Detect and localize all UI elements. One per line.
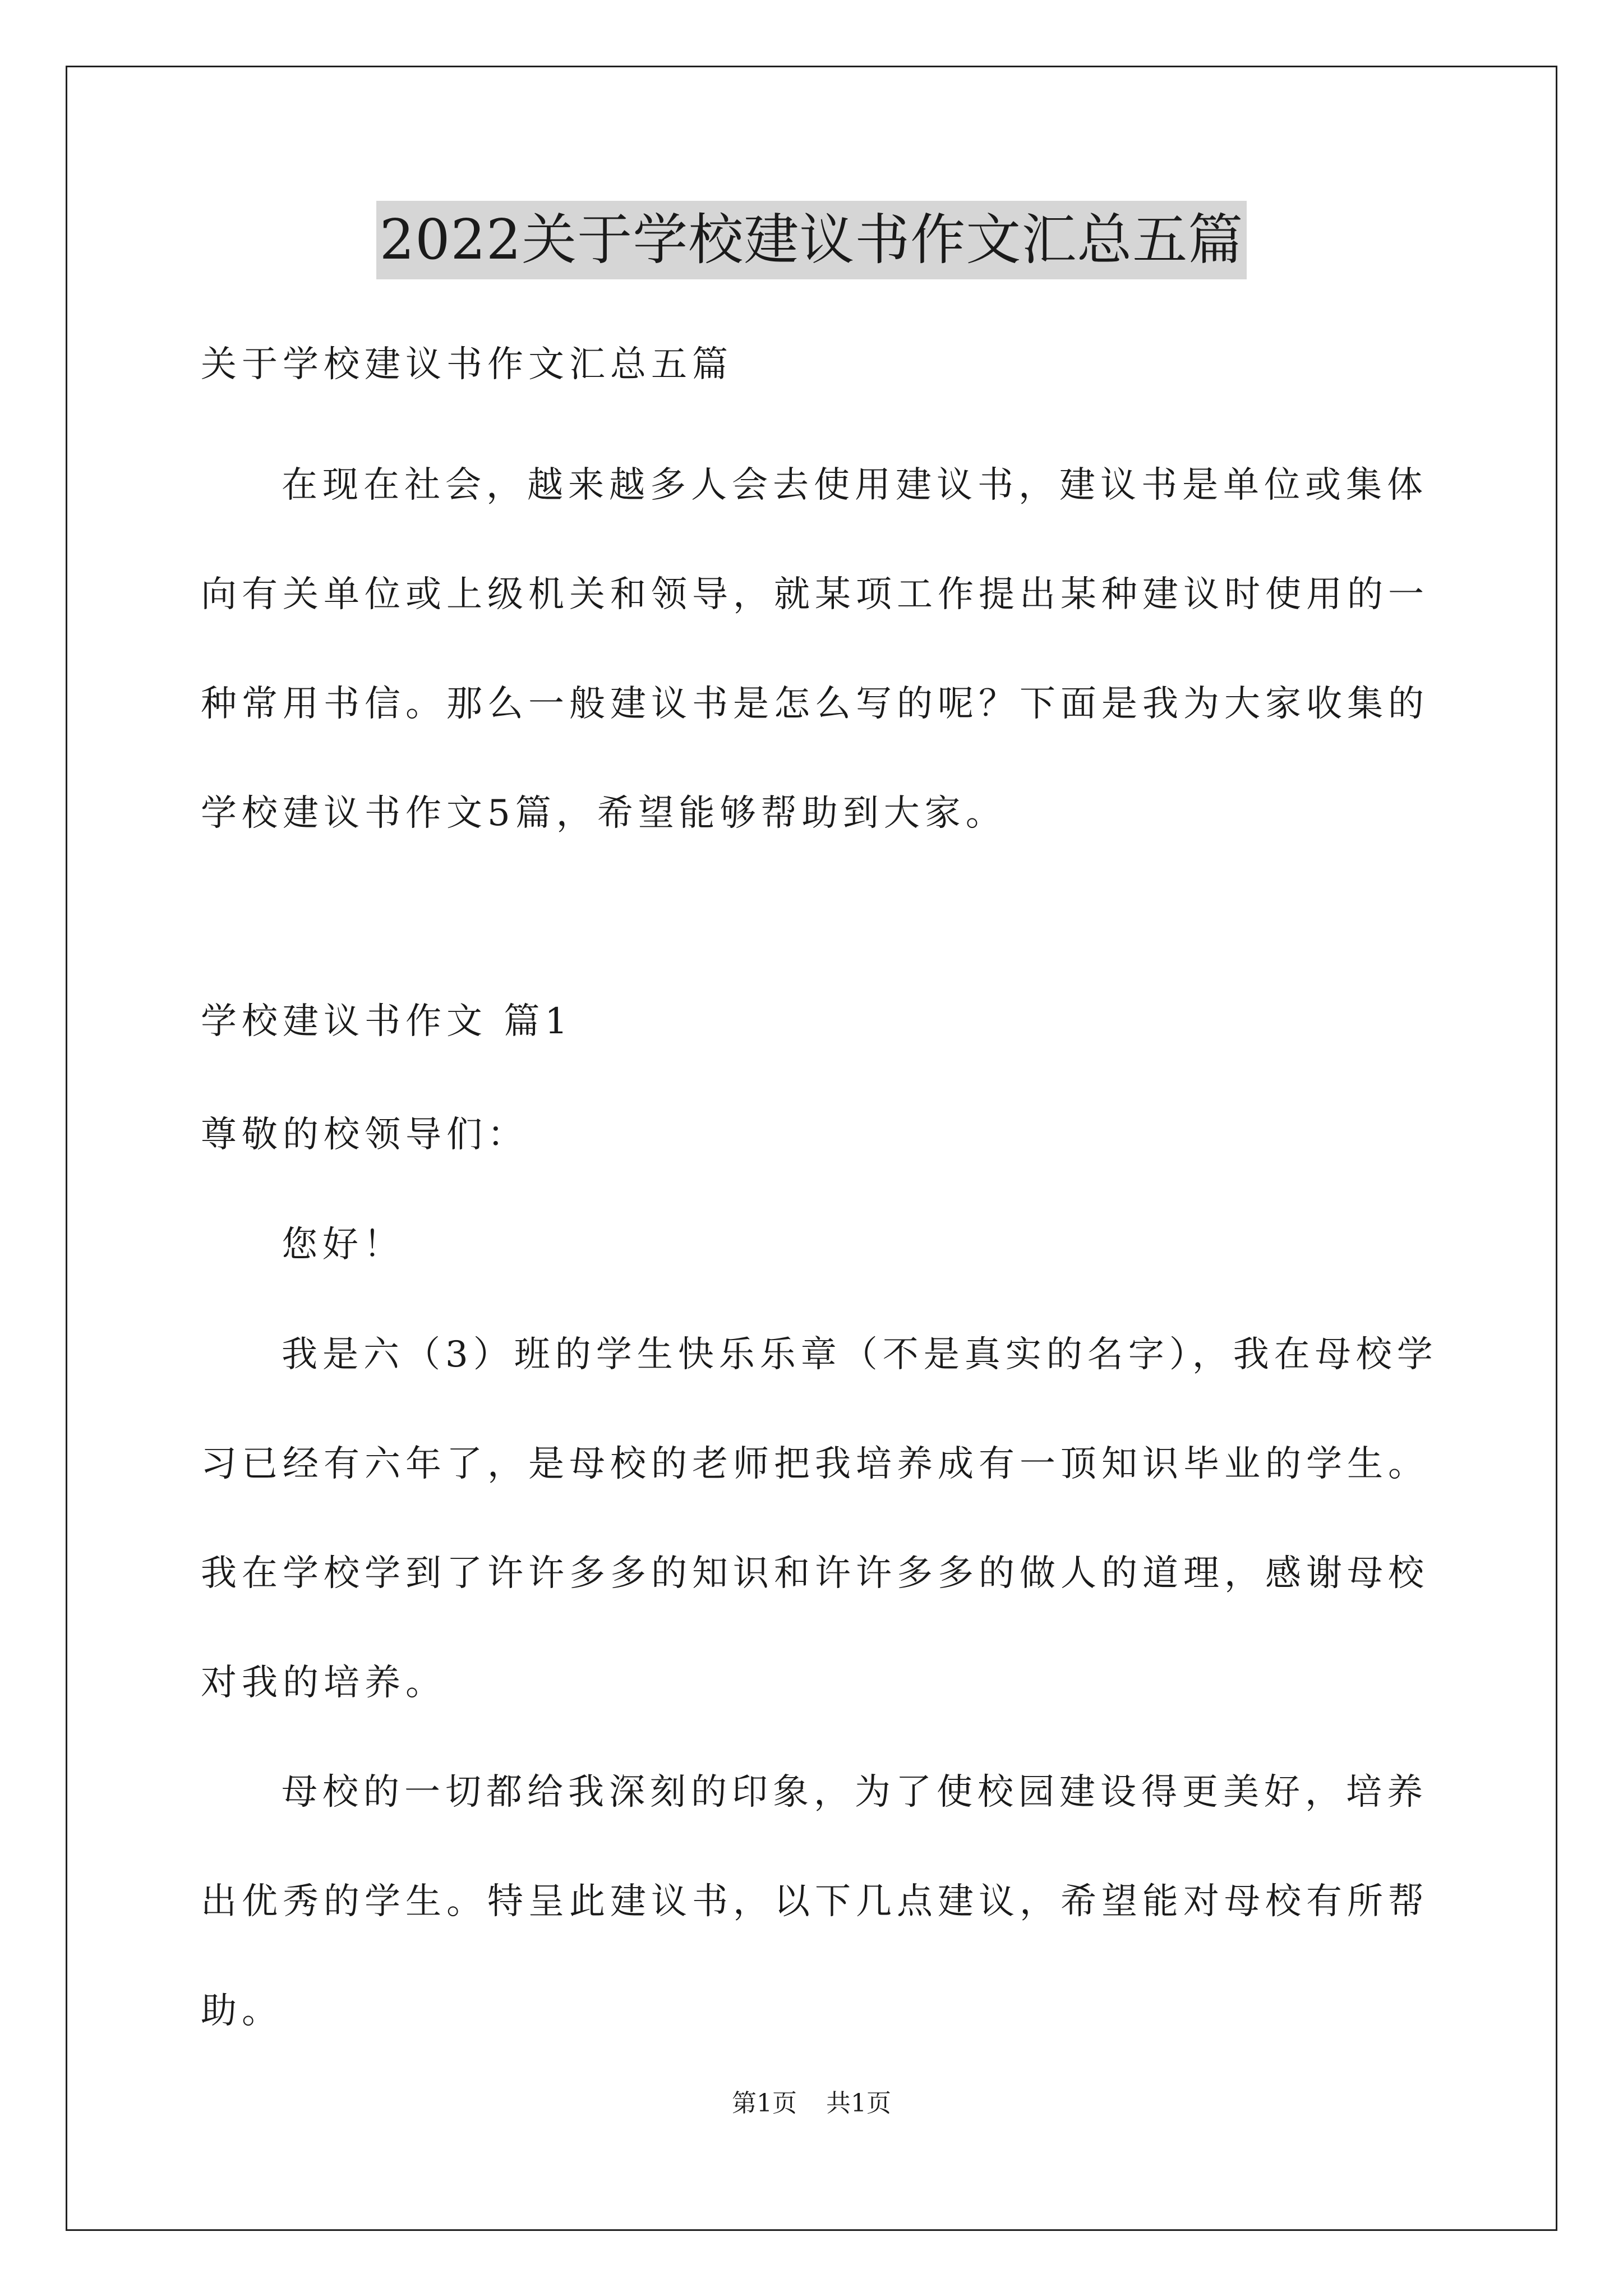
page-total: 共1页 <box>826 2089 891 2118</box>
paragraph-line: 在现在社会，越来越多人会去使用建议书，建议书是单位或集体 <box>282 464 1428 506</box>
salutation-line: 尊敬的校领导们： <box>201 1114 528 1156</box>
paragraph-line: 种常用书信。那么一般建议书是怎么写的呢？下面是我为大家收集的 <box>201 683 1429 725</box>
page-number: 第1页 <box>732 2089 797 2118</box>
paragraph-line: 我是六（3）班的学生快乐乐章（不是真实的名字），我在母校学 <box>282 1334 1438 1375</box>
paragraph-line: 向有关单位或上级机关和领导，就某项工作提出某种建议时使用的一 <box>201 574 1429 615</box>
paragraph-line: 习已经有六年了，是母校的老师把我培养成有一顶知识毕业的学生。 <box>201 1443 1429 1485</box>
paragraph-line: 出优秀的学生。特呈此建议书，以下几点建议，希望能对母校有所帮 <box>201 1881 1429 1922</box>
title-container <box>0 201 1623 279</box>
paragraph-line: 助。 <box>201 1990 283 2032</box>
page-footer <box>0 2087 1623 2120</box>
paragraph-line: 学校建议书作文5篇，希望能够帮助到大家。 <box>201 793 1007 834</box>
section-heading: 学校建议书作文 篇1 <box>201 1001 573 1042</box>
subtitle-line: 关于学校建议书作文汇总五篇 <box>201 344 733 385</box>
paragraph-line: 母校的一切都给我深刻的印象，为了使校园建设得更美好，培养 <box>282 1772 1428 1813</box>
paragraph-line: 对我的培养。 <box>201 1662 446 1704</box>
document-title: 2022关于学校建议书作文汇总五篇 <box>376 201 1247 279</box>
paragraph-line: 我在学校学到了许许多多的知识和许许多多的做人的道理，感谢母校 <box>201 1553 1429 1594</box>
greeting-line: 您好！ <box>282 1224 404 1266</box>
